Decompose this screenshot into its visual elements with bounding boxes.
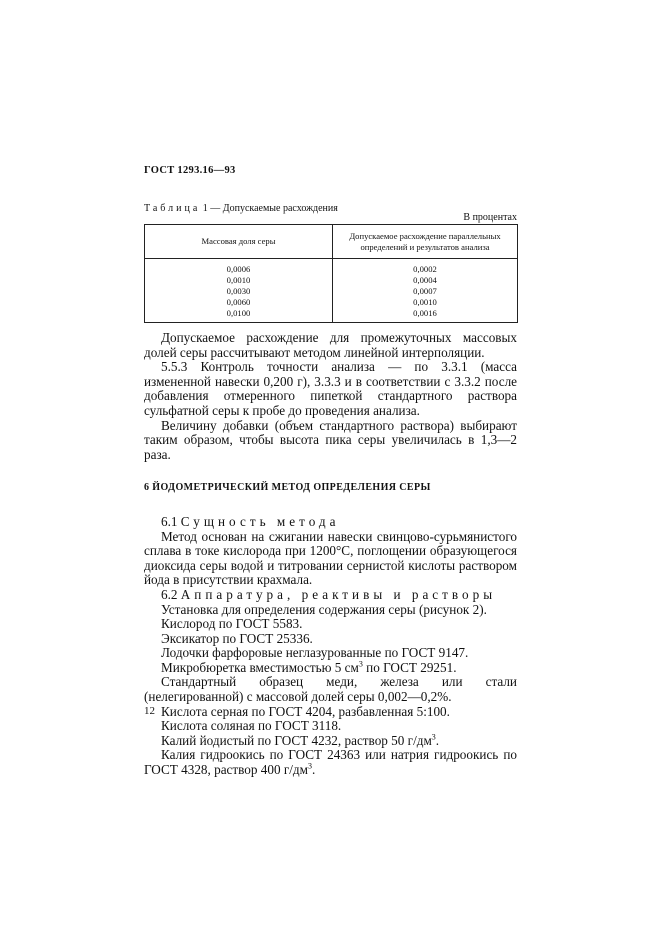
subsection-number: 6.2 — [161, 586, 181, 602]
paragraph-additive: Величину добавки (объем стандартного раствора) выбирают таким образом, чтобы высота пика серы увеличилась в 1,3—2 раза. — [144, 417, 517, 462]
section-6-heading: 6 ЙОДОМЕТРИЧЕСКИЙ МЕТОД ОПРЕДЕЛЕНИЯ СЕРЫ — [144, 482, 431, 494]
table-cell: 0,0007 — [413, 286, 437, 296]
table-units: В процентах — [463, 212, 517, 223]
list-item: Кислота серная по ГОСТ 4204, разбавленная 5:100. — [161, 703, 450, 719]
table-cell: 0,0002 — [413, 264, 437, 274]
header-tolerance-line1: Допускаемое расхождение параллельных — [349, 230, 501, 241]
list-item: Кислота соляная по ГОСТ 3118. — [161, 718, 342, 734]
table-cell: 0,0010 — [413, 297, 437, 307]
list-item: Эксикатор по ГОСТ 25336. — [161, 630, 313, 646]
table-cell: 0,0100 — [226, 308, 251, 318]
subsection-number: 6.1 — [161, 513, 181, 529]
superscript: 3 — [431, 732, 436, 742]
item-text: Микробюретка вместимостью 5 см — [161, 659, 359, 675]
list-item: Лодочки фарфоровые неглазурованные по ГОСТ 9147. — [161, 645, 469, 661]
body-text — [144, 331, 517, 778]
list-item: Кислород по ГОСТ 5583. — [161, 616, 303, 632]
header-tolerance-line2: определений и результатов анализа — [360, 241, 490, 252]
subsection-title: Аппаратура, реактивы и растворы — [180, 586, 497, 602]
table-cell: 0,0030 — [226, 286, 251, 296]
paragraph-method-essence: Метод основан на сжигании навески свинцово-сурьмянистого сплава в токе кислорода при 1200°С, поглощении образующегося диоксида серы водой и титровании сернистой кислоты раствором йода в присутствии крахмала. — [144, 528, 517, 588]
paragraph-5-5-3: 5.5.3 Контроль точности анализа — по 3.3.1 (масса измененной навески 0,200 г), 3.3.3 и в соответствии с 3.3.2 после добавления отмеренного пипеткой стандартного раствора сульфатной серы к пробе до проведения анализа. — [144, 359, 517, 418]
item-text: по ГОСТ 29251. — [362, 659, 457, 675]
header-tolerance — [333, 225, 518, 259]
list-item — [144, 748, 517, 777]
item-text: . — [435, 732, 440, 748]
superscript: 3 — [308, 761, 312, 771]
table-cell: 0,0016 — [413, 308, 437, 318]
subsection-6-2-heading — [144, 588, 517, 603]
list-item — [144, 661, 517, 676]
item-text: Калия гидроокись по ГОСТ 24363 или натрия гидроокись по ГОСТ 4328, раствор 400 г/дм — [144, 747, 517, 778]
table-header-row — [145, 225, 518, 259]
table-caption-title: 1 — Допускаемые расхождения — [200, 203, 338, 214]
tolerance-values — [333, 259, 518, 323]
superscript: 3 — [358, 659, 363, 669]
header-mass-fraction: Массовая доля серы — [145, 225, 333, 259]
item-text: . — [312, 762, 316, 778]
table-cell: 0,0004 — [413, 275, 437, 285]
tolerance-table — [144, 224, 518, 323]
list-item: Стандартный образец меди, железа или стали (нелегированной) с массовой долей серы 0,002—0,2%. — [144, 674, 517, 705]
table-cell: 0,0060 — [226, 297, 251, 307]
table-cell: 0,0010 — [226, 275, 251, 285]
document-header: ГОСТ 1293.16—93 — [144, 165, 236, 176]
subsection-title: Сущность метода — [180, 513, 340, 529]
table-caption-word: Таблица — [144, 203, 201, 214]
table-row — [145, 259, 518, 323]
page-number: 12 — [144, 705, 155, 717]
list-item: Установка для определения содержания серы (рисунок 2). — [161, 601, 487, 617]
mass-fraction-values — [145, 259, 333, 323]
item-text: Калий йодистый по ГОСТ 4232, раствор 50 г/дм — [161, 732, 432, 748]
table-cell: 0,0006 — [226, 264, 251, 274]
list-item — [144, 734, 517, 749]
subsection-6-1-heading — [144, 515, 517, 530]
paragraph-interpolation: Допускаемое расхождение для промежуточных массовых долей серы рассчитывают методом линейной интерполяции. — [144, 330, 517, 360]
